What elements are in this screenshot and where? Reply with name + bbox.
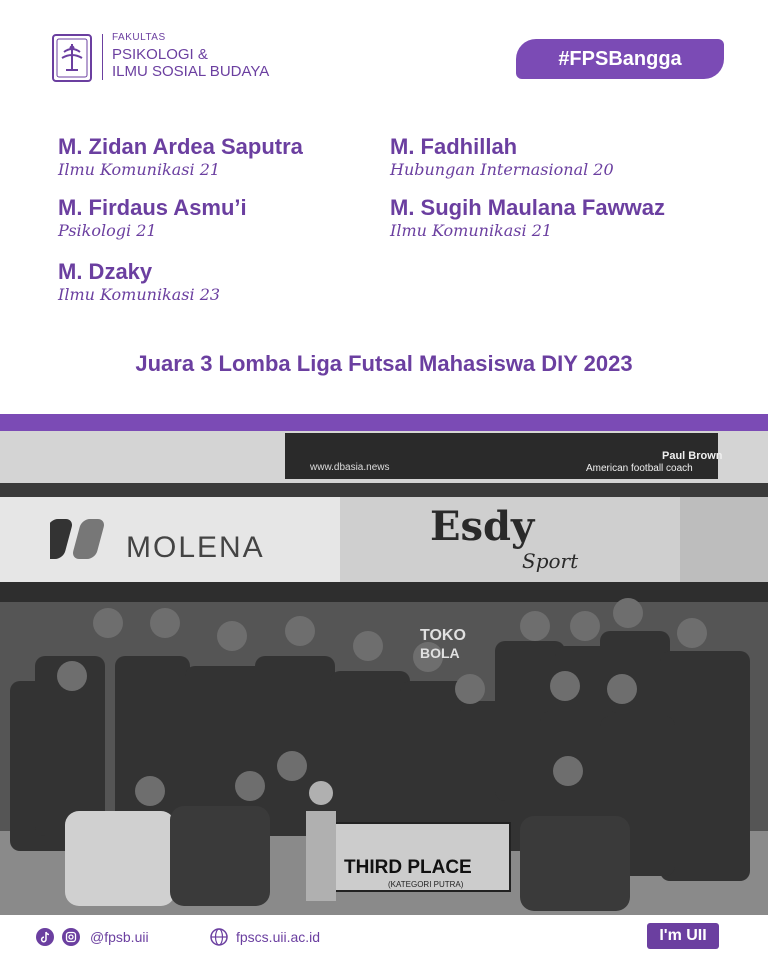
sponsor-toko: TOKO xyxy=(420,627,466,644)
person-dept: Ilmu Komunikasi 21 xyxy=(58,160,221,179)
faculty-name xyxy=(112,33,269,80)
im-uii-logo: I'm UII xyxy=(647,923,719,949)
hashtag-badge: #FPSBangga xyxy=(516,39,724,79)
faculty-line-3: ILMU SOSIAL BUDAYA xyxy=(112,63,270,80)
faculty-label: FAKULTAS xyxy=(112,32,166,43)
person-4 xyxy=(390,195,665,241)
social-handle[interactable]: @fpsb.uii xyxy=(90,929,149,945)
faculty-line-2: PSIKOLOGI & xyxy=(112,46,208,63)
person-1 xyxy=(58,134,303,180)
person-name: M. Dzaky xyxy=(58,259,153,284)
uii-emblem-icon xyxy=(52,34,92,82)
person-dept: Ilmu Komunikasi 21 xyxy=(390,221,553,240)
trophy-board-subtext: (KATEGORI PUTRA) xyxy=(388,880,464,889)
website-link[interactable]: fpscs.uii.ac.id xyxy=(236,929,321,945)
person-5 xyxy=(58,259,220,305)
person-name: M. Zidan Ardea Saputra xyxy=(58,134,303,159)
molena-logo-icon xyxy=(50,511,112,563)
sponsor-esdy-sub: Sport xyxy=(522,549,579,573)
team-photo xyxy=(0,431,768,915)
person-name: M. Sugih Maulana Fawwaz xyxy=(390,195,666,220)
team-photo-graphic xyxy=(0,431,768,915)
person-dept: Psikologi 21 xyxy=(58,221,157,240)
banner-site-text: www.dbasia.news xyxy=(310,462,390,473)
sponsor-molena: MOLENA xyxy=(126,531,265,564)
person-dept: Hubungan Internasional 20 xyxy=(390,160,614,179)
instagram-icon[interactable] xyxy=(62,928,80,946)
person-3 xyxy=(58,195,247,241)
banner-role-text: American football coach xyxy=(586,463,693,474)
header-divider xyxy=(102,34,103,80)
person-name: M. Firdaus Asmu’i xyxy=(58,195,247,220)
person-dept: Ilmu Komunikasi 23 xyxy=(58,285,221,304)
person-2 xyxy=(390,134,614,180)
person-name: M. Fadhillah xyxy=(390,134,518,159)
globe-icon xyxy=(210,928,228,946)
achievement-title: Juara 3 Lomba Liga Futsal Mahasiswa DIY 2023 xyxy=(135,351,633,376)
banner-person-text: Paul Brown xyxy=(662,450,723,462)
accent-bar xyxy=(0,414,768,431)
tiktok-icon[interactable] xyxy=(36,928,54,946)
sponsor-bola: BOLA xyxy=(420,645,460,661)
trophy-board-text: THIRD PLACE xyxy=(344,857,472,878)
sponsor-esdy: Esdy xyxy=(430,503,535,550)
